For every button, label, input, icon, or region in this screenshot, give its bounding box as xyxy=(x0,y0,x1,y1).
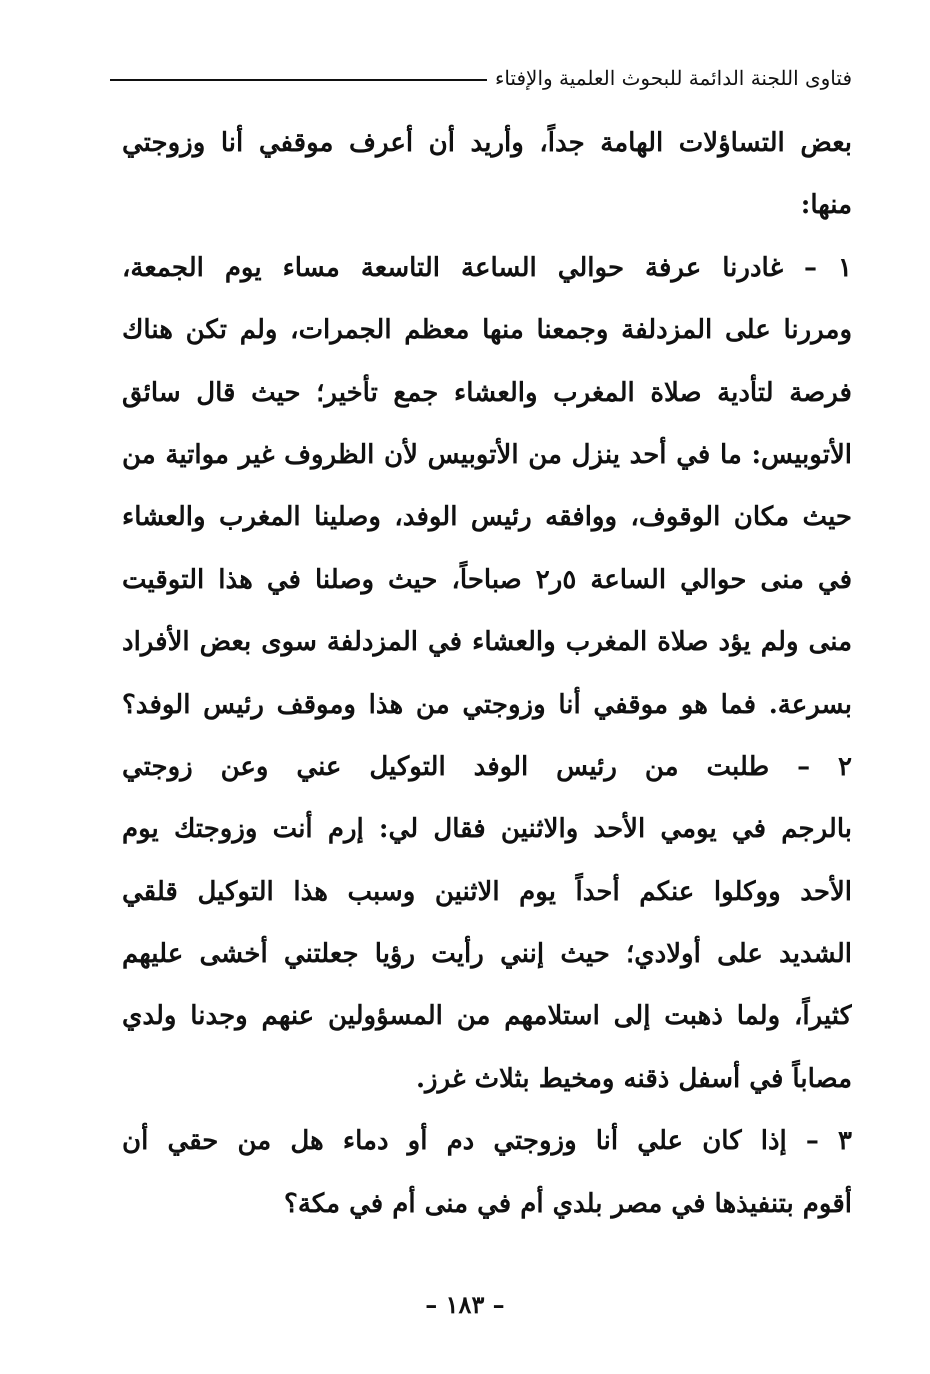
text-line: منها: xyxy=(800,190,852,221)
text-line: بسرعة. فما هو موقفي أنا وزوجتي من هذا وموقف رئيس الوفد؟ xyxy=(122,689,852,720)
text-line: الأحد ووكلوا عنكم أحداً يوم الاثنين وسبب هذا التوكيل قلقي xyxy=(122,876,852,907)
text-line: الشديد على أولادي؛ حيث إنني رأيت رؤيا جعلتني أخشى عليهم xyxy=(122,939,852,970)
text-line: كثيراً، ولما ذهبت إلى استلامهم من المسؤولين عنهم وجدنا ولدي xyxy=(122,1001,852,1032)
text-line: حيث مكان الوقوف، ووافقه رئيس الوفد، وصلينا المغرب والعشاء xyxy=(122,502,852,533)
header-title: فتاوى اللجنة الدائمة للبحوث العلمية والإفتاء xyxy=(494,66,852,90)
header-rule xyxy=(110,79,487,81)
text-line: ١ – غادرنا عرفة حوالي الساعة التاسعة مساء يوم الجمعة، xyxy=(122,252,852,283)
running-header xyxy=(110,60,852,96)
text-line: الأتوبيس: ما في أحد ينزل من الأتوبيس لأن الظروف غير مواتية من xyxy=(122,439,852,470)
body-text xyxy=(122,112,852,1235)
text-line: ٣ – إذا كان علي أنا وزوجتي دم أو دماء هل من حقي أن xyxy=(122,1126,852,1157)
text-line: فرصة لتأدية صلاة المغرب والعشاء جمع تأخير؛ حيث قال سائق xyxy=(122,377,852,408)
text-line: أقوم بتنفيذها في مصر بلدي أم في منى أم في مكة؟ xyxy=(284,1188,852,1219)
text-line: مصاباً في أسفل ذقنه ومخيط بثلاث غرز. xyxy=(415,1063,852,1094)
text-line: ٢ – طلبت من رئيس الوفد التوكيل عني وعن زوجتي xyxy=(122,751,852,782)
text-line: بعض التساؤلات الهامة جداً، وأريد أن أعرف موقفي أنا وزوجتي xyxy=(122,128,852,158)
text-line: منى ولم يؤد صلاة المغرب والعشاء في المزدلفة سوى بعض الأفراد xyxy=(122,627,852,658)
page-number: – ١٨٣ – xyxy=(425,1290,505,1319)
text-line: ومررنا على المزدلفة وجمعنا منها معظم الجمرات، ولم تكن هناك xyxy=(122,315,852,346)
text-line: في منى حوالي الساعة ٥ر٢ صباحاً، حيث وصلنا في هذا التوقيت xyxy=(122,564,852,595)
text-line: بالرجم في يومي الأحد والاثنين فقال لي: إرم أنت وزوجتك يوم xyxy=(122,814,852,845)
